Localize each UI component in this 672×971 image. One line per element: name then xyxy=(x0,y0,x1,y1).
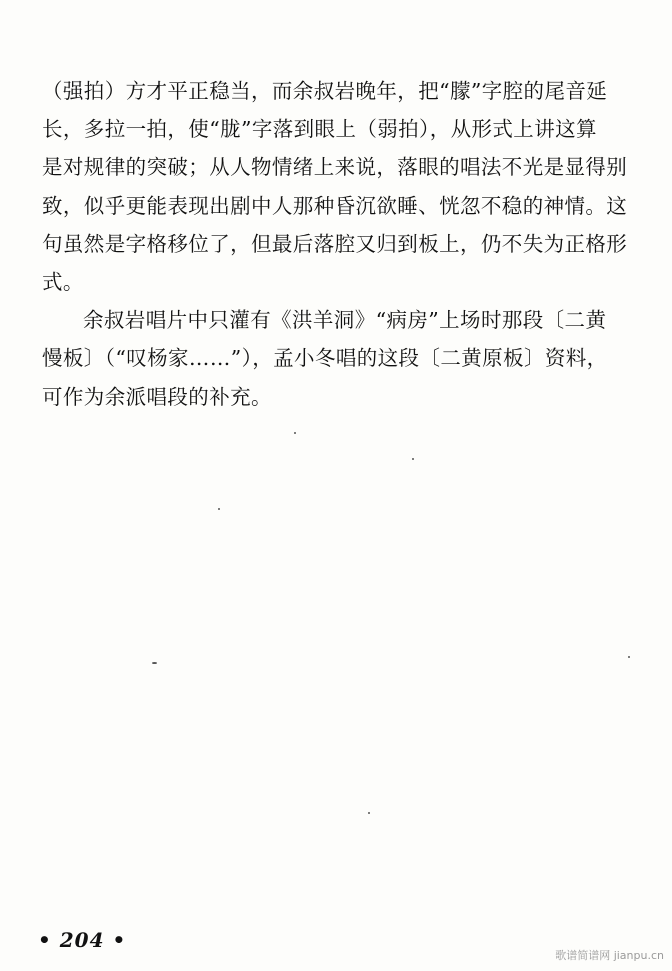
scan-speck xyxy=(152,662,157,664)
scan-speck xyxy=(294,432,296,434)
body-text xyxy=(42,72,642,416)
paragraph-1-line-3: 是对规律的突破；从人物情绪上来说，落眼的唱法不光是显得别 xyxy=(42,155,628,180)
scan-speck xyxy=(218,508,220,510)
paragraph-2-line-1: 余叔岩唱片中只灌有《洪羊洞》“病房”上场时那段〔二黄 xyxy=(83,308,607,333)
page-number: • 204 • xyxy=(38,928,127,952)
scan-speck xyxy=(368,812,370,814)
watermark: 歌谱简谱网 jianpu.cn xyxy=(555,949,664,962)
paragraph-1-line-5: 句虽然是字格移位了，但最后落腔又归到板上，仍不失为正格形 xyxy=(42,231,628,256)
paragraph-1-line-6: 式。 xyxy=(42,269,84,294)
paragraph-2 xyxy=(42,301,642,416)
scan-speck xyxy=(412,458,414,460)
scan-speck xyxy=(628,656,630,658)
paragraph-2-line-3: 可作为余派唱段的补充。 xyxy=(42,384,272,409)
paragraph-1 xyxy=(42,72,642,301)
paragraph-1-line-4: 致，似乎更能表现出剧中人那种昏沉欲睡、恍忽不稳的神情。这 xyxy=(42,193,628,218)
paragraph-1-line-1: （强拍）方才平正稳当，而余叔岩晚年，把“朦”字腔的尾音延 xyxy=(42,79,608,103)
paragraph-2-line-2: 慢板〕（“叹杨家……”），孟小冬唱的这段〔二黄原板〕资料， xyxy=(42,346,608,371)
paragraph-1-line-2: 长，多拉一拍，使“胧”字落到眼上（弱拍），从形式上讲这算 xyxy=(42,117,597,142)
